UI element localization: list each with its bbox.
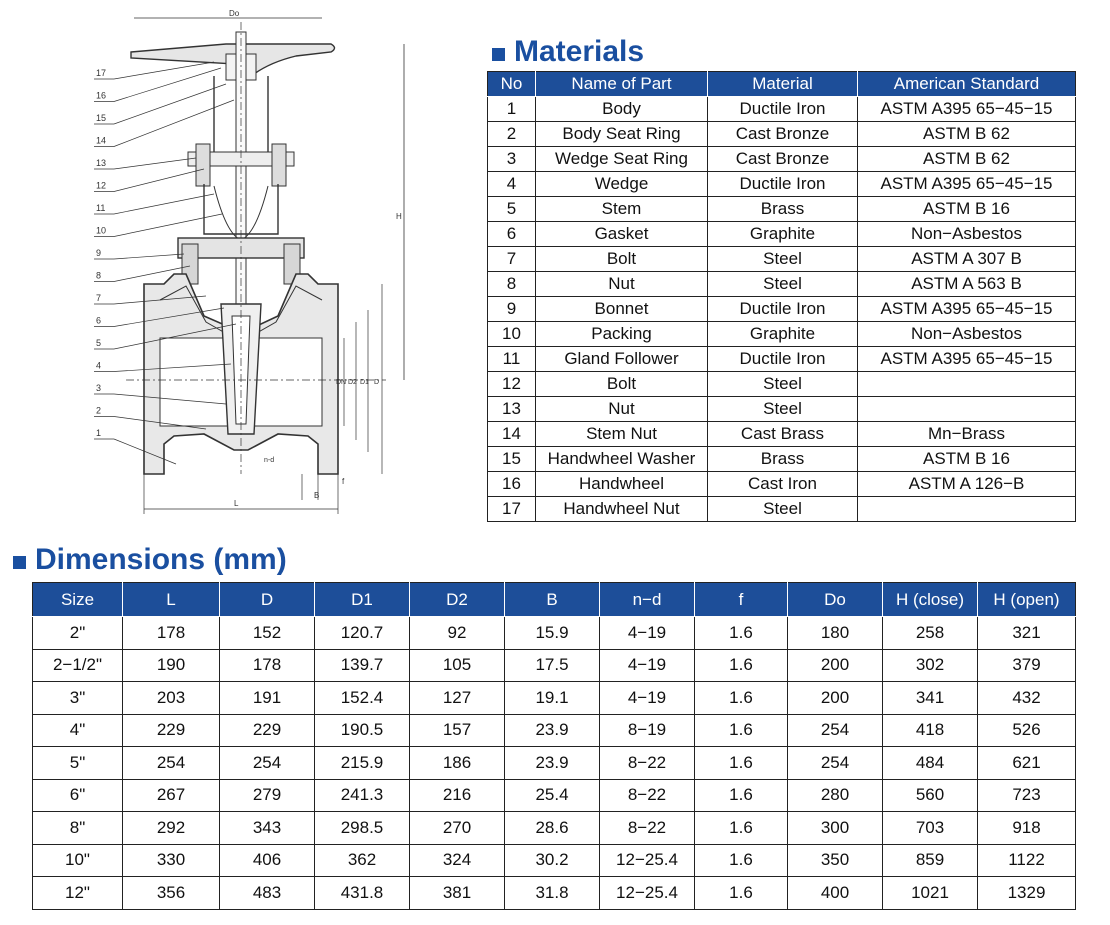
materials-cell: 1 [488, 97, 536, 122]
dimensions-cell: 127 [410, 682, 505, 715]
materials-cell: Nut [536, 272, 708, 297]
dimensions-cell: 381 [410, 877, 505, 910]
dimensions-cell: 280 [788, 779, 883, 812]
callout-leader-line [114, 254, 184, 259]
materials-cell: Stem Nut [536, 422, 708, 447]
materials-cell [858, 372, 1076, 397]
dimensions-cell: 418 [883, 714, 978, 747]
dimensions-cell: 180 [788, 617, 883, 650]
materials-column-header: No [488, 72, 536, 97]
dimensions-column-header: f [695, 583, 788, 617]
dimensions-cell: 1.6 [695, 747, 788, 780]
dimensions-cell: 216 [410, 779, 505, 812]
part-callout-number: 3 [96, 383, 102, 393]
materials-cell: ASTM A395 65−45−15 [858, 347, 1076, 372]
dimensions-cell: 2−1/2" [33, 649, 123, 682]
materials-table-row [488, 497, 1076, 522]
valve-drawing [86, 4, 426, 524]
dimensions-cell: 12−25.4 [600, 844, 695, 877]
materials-table-row [488, 197, 1076, 222]
dimensions-cell: 17.5 [505, 649, 600, 682]
materials-column-header: Name of Part [536, 72, 708, 97]
dim-label-h: H [396, 212, 402, 221]
dimensions-cell: 1122 [978, 844, 1076, 877]
dimensions-cell: 25.4 [505, 779, 600, 812]
dimensions-cell: 1.6 [695, 649, 788, 682]
dimensions-column-header: L [123, 583, 220, 617]
dimensions-column-header: D2 [410, 583, 505, 617]
dimensions-cell: 254 [220, 747, 315, 780]
materials-table-row [488, 322, 1076, 347]
part-callout-number: 13 [96, 158, 107, 168]
materials-cell: 10 [488, 322, 536, 347]
dimensions-cell: 1.6 [695, 812, 788, 845]
materials-cell: Bolt [536, 372, 708, 397]
heading-bullet-icon [13, 556, 26, 569]
callout-leader-line [114, 214, 222, 237]
dimensions-cell: 215.9 [315, 747, 410, 780]
dimensions-cell: 8−22 [600, 747, 695, 780]
dimensions-cell: 432 [978, 682, 1076, 715]
materials-table-row [488, 147, 1076, 172]
materials-table-row [488, 397, 1076, 422]
materials-cell: 3 [488, 147, 536, 172]
dimensions-cell: 23.9 [505, 714, 600, 747]
dimensions-cell: 379 [978, 649, 1076, 682]
materials-column-header: Material [708, 72, 858, 97]
dimensions-cell: 292 [123, 812, 220, 845]
dimensions-cell: 92 [410, 617, 505, 650]
materials-cell: Stem [536, 197, 708, 222]
materials-cell: Bolt [536, 247, 708, 272]
materials-cell: ASTM A 563 B [858, 272, 1076, 297]
materials-table-row [488, 447, 1076, 472]
dimensions-cell: 1.6 [695, 714, 788, 747]
dimensions-column-header: Do [788, 583, 883, 617]
materials-cell: ASTM B 16 [858, 447, 1076, 472]
materials-cell: Non−Asbestos [858, 222, 1076, 247]
materials-title: Materials [514, 35, 645, 68]
materials-cell: Cast Bronze [708, 122, 858, 147]
materials-cell: ASTM B 62 [858, 147, 1076, 172]
part-callout-number: 7 [96, 293, 102, 303]
part-callout-number: 1 [96, 428, 102, 438]
dimensions-cell: 1.6 [695, 779, 788, 812]
dimensions-cell: 19.1 [505, 682, 600, 715]
part-callout-number: 11 [96, 203, 106, 213]
materials-table-row [488, 372, 1076, 397]
materials-cell: Wedge Seat Ring [536, 147, 708, 172]
dimensions-cell: 30.2 [505, 844, 600, 877]
materials-cell: Cast Brass [708, 422, 858, 447]
dimensions-cell: 8−22 [600, 812, 695, 845]
callout-leader-line [114, 84, 226, 124]
materials-table-row [488, 422, 1076, 447]
dimensions-cell: 8" [33, 812, 123, 845]
dimensions-cell: 279 [220, 779, 315, 812]
dimensions-table-row [33, 714, 1076, 747]
part-callout-number: 5 [96, 338, 102, 348]
materials-cell: ASTM A395 65−45−15 [858, 97, 1076, 122]
dimensions-cell: 4−19 [600, 617, 695, 650]
materials-cell: Ductile Iron [708, 97, 858, 122]
dimensions-cell: 1021 [883, 877, 978, 910]
materials-cell: Packing [536, 322, 708, 347]
dimensions-cell: 254 [788, 714, 883, 747]
materials-cell: Gasket [536, 222, 708, 247]
dimensions-cell: 152.4 [315, 682, 410, 715]
dimensions-cell: 190.5 [315, 714, 410, 747]
materials-cell: Body [536, 97, 708, 122]
dimensions-cell: 200 [788, 682, 883, 715]
materials-cell: Ductile Iron [708, 297, 858, 322]
dimensions-cell: 178 [123, 617, 220, 650]
dimensions-cell: 406 [220, 844, 315, 877]
materials-cell: ASTM A 307 B [858, 247, 1076, 272]
dim-label-d2: D2 [348, 379, 357, 386]
dimensions-cell: 356 [123, 877, 220, 910]
materials-cell [858, 497, 1076, 522]
materials-cell: Mn−Brass [858, 422, 1076, 447]
materials-cell: ASTM B 62 [858, 122, 1076, 147]
dimensions-cell: 918 [978, 812, 1076, 845]
materials-cell: 2 [488, 122, 536, 147]
dimensions-column-header: n−d [600, 583, 695, 617]
dimensions-cell: 560 [883, 779, 978, 812]
materials-cell: Ductile Iron [708, 347, 858, 372]
dimensions-cell: 341 [883, 682, 978, 715]
dimensions-cell: 10" [33, 844, 123, 877]
dimensions-cell: 8−22 [600, 779, 695, 812]
materials-cell: Graphite [708, 322, 858, 347]
dimensions-cell: 23.9 [505, 747, 600, 780]
materials-cell: 16 [488, 472, 536, 497]
dimensions-cell: 8−19 [600, 714, 695, 747]
materials-cell: Gland Follower [536, 347, 708, 372]
dimensions-cell: 1329 [978, 877, 1076, 910]
dimensions-cell: 178 [220, 649, 315, 682]
dimensions-cell: 298.5 [315, 812, 410, 845]
dimensions-title: Dimensions (mm) [35, 543, 287, 576]
part-callout-number: 15 [96, 113, 107, 123]
dim-label-l: L [234, 499, 239, 508]
dim-label-d1: D1 [360, 379, 369, 386]
materials-cell: 13 [488, 397, 536, 422]
materials-table-row [488, 122, 1076, 147]
materials-cell: Brass [708, 447, 858, 472]
materials-cell: Steel [708, 247, 858, 272]
part-callout-number: 17 [96, 68, 107, 78]
dimensions-column-header: Size [33, 583, 123, 617]
dimensions-cell: 483 [220, 877, 315, 910]
materials-cell: Handwheel [536, 472, 708, 497]
materials-cell: Steel [708, 272, 858, 297]
dimensions-cell: 1.6 [695, 844, 788, 877]
materials-cell [858, 397, 1076, 422]
dimensions-cell: 229 [123, 714, 220, 747]
part-callout-number: 8 [96, 270, 102, 281]
materials-cell: ASTM A395 65−45−15 [858, 172, 1076, 197]
dimensions-cell: 270 [410, 812, 505, 845]
dimensions-cell: 321 [978, 617, 1076, 650]
materials-cell: Ductile Iron [708, 172, 858, 197]
materials-cell: 17 [488, 497, 536, 522]
materials-table-row [488, 97, 1076, 122]
dimensions-cell: 4−19 [600, 682, 695, 715]
materials-cell: 9 [488, 297, 536, 322]
dimensions-table-row [33, 812, 1076, 845]
dimensions-cell: 1.6 [695, 617, 788, 650]
dimensions-cell: 229 [220, 714, 315, 747]
dimensions-cell: 362 [315, 844, 410, 877]
callout-leader-line [114, 62, 214, 79]
materials-cell: 5 [488, 197, 536, 222]
dimensions-cell: 157 [410, 714, 505, 747]
dimensions-cell: 4−19 [600, 649, 695, 682]
dimensions-table-row [33, 617, 1076, 650]
dim-label-f: f [342, 477, 345, 486]
materials-table-row [488, 297, 1076, 322]
materials-table-row [488, 472, 1076, 497]
dim-label-do: Do [229, 9, 240, 18]
dimensions-cell: 254 [788, 747, 883, 780]
dimensions-cell: 5" [33, 747, 123, 780]
dimensions-cell: 186 [410, 747, 505, 780]
dimensions-cell: 200 [788, 649, 883, 682]
dimensions-cell: 254 [123, 747, 220, 780]
dimensions-cell: 330 [123, 844, 220, 877]
materials-cell: Bonnet [536, 297, 708, 322]
part-callout-number: 4 [96, 360, 102, 371]
dimensions-cell: 120.7 [315, 617, 410, 650]
materials-cell: ASTM B 16 [858, 197, 1076, 222]
dimensions-cell: 1.6 [695, 682, 788, 715]
materials-table-row [488, 347, 1076, 372]
materials-table [487, 71, 1076, 522]
dimensions-cell: 703 [883, 812, 978, 845]
heading-bullet-icon [492, 48, 505, 61]
materials-cell: 8 [488, 272, 536, 297]
dimensions-cell: 28.6 [505, 812, 600, 845]
dimensions-cell: 859 [883, 844, 978, 877]
dimensions-cell: 400 [788, 877, 883, 910]
dimensions-table-row [33, 747, 1076, 780]
dimensions-table-row [33, 682, 1076, 715]
callout-leader-line [114, 194, 214, 214]
materials-cell: Non−Asbestos [858, 322, 1076, 347]
dimensions-heading [13, 541, 287, 579]
dimensions-cell: 526 [978, 714, 1076, 747]
part-callout-number: 9 [96, 248, 102, 258]
materials-cell: 7 [488, 247, 536, 272]
dimensions-cell: 324 [410, 844, 505, 877]
dimensions-table-row [33, 877, 1076, 910]
dimensions-table-row [33, 649, 1076, 682]
materials-cell: ASTM A395 65−45−15 [858, 297, 1076, 322]
dimensions-table-row [33, 844, 1076, 877]
dim-label-nd: n-d [264, 457, 275, 464]
materials-cell: 12 [488, 372, 536, 397]
part-callout-number: 14 [96, 135, 107, 146]
dimensions-cell: 31.8 [505, 877, 600, 910]
materials-cell: Graphite [708, 222, 858, 247]
materials-column-header: American Standard [858, 72, 1076, 97]
dimensions-cell: 190 [123, 649, 220, 682]
dimensions-column-header: H (close) [883, 583, 978, 617]
materials-cell: Handwheel Washer [536, 447, 708, 472]
dimensions-cell: 241.3 [315, 779, 410, 812]
part-callout-number: 10 [96, 225, 107, 236]
materials-cell: 15 [488, 447, 536, 472]
callout-leader-line [114, 158, 196, 169]
materials-cell: 14 [488, 422, 536, 447]
dimensions-cell: 4" [33, 714, 123, 747]
dimensions-cell: 12−25.4 [600, 877, 695, 910]
dimensions-column-header: D1 [315, 583, 410, 617]
materials-table-row [488, 272, 1076, 297]
dim-label-b: B [314, 491, 320, 500]
materials-cell: Brass [708, 197, 858, 222]
part-callout-number: 2 [96, 405, 102, 416]
materials-cell: Nut [536, 397, 708, 422]
dimensions-cell: 2" [33, 617, 123, 650]
dimensions-cell: 484 [883, 747, 978, 780]
dimensions-cell: 203 [123, 682, 220, 715]
dimensions-cell: 258 [883, 617, 978, 650]
dimensions-cell: 105 [410, 649, 505, 682]
dimensions-column-header: H (open) [978, 583, 1076, 617]
dimensions-cell: 6" [33, 779, 123, 812]
dimensions-cell: 302 [883, 649, 978, 682]
materials-table-row [488, 247, 1076, 272]
materials-cell: Steel [708, 372, 858, 397]
dimensions-cell: 139.7 [315, 649, 410, 682]
part-callout-number: 6 [96, 315, 102, 326]
materials-cell: Steel [708, 397, 858, 422]
dimensions-cell: 621 [978, 747, 1076, 780]
dimensions-cell: 12" [33, 877, 123, 910]
materials-cell: Cast Bronze [708, 147, 858, 172]
callout-leader-line [114, 68, 221, 102]
dimensions-cell: 3" [33, 682, 123, 715]
materials-cell: Body Seat Ring [536, 122, 708, 147]
dimensions-cell: 267 [123, 779, 220, 812]
dimensions-cell: 343 [220, 812, 315, 845]
materials-heading [492, 33, 644, 71]
dimensions-cell: 300 [788, 812, 883, 845]
dimensions-column-header: B [505, 583, 600, 617]
dim-label-dn: DN [336, 379, 347, 386]
dimensions-table [32, 582, 1076, 910]
materials-table-row [488, 172, 1076, 197]
dimensions-cell: 1.6 [695, 877, 788, 910]
dimensions-cell: 723 [978, 779, 1076, 812]
materials-cell: Handwheel Nut [536, 497, 708, 522]
materials-cell: Wedge [536, 172, 708, 197]
dimensions-cell: 15.9 [505, 617, 600, 650]
dimensions-cell: 152 [220, 617, 315, 650]
materials-table-row [488, 222, 1076, 247]
dim-label-d: D [374, 379, 380, 386]
dimensions-cell: 350 [788, 844, 883, 877]
dimensions-cell: 431.8 [315, 877, 410, 910]
materials-cell: 6 [488, 222, 536, 247]
materials-cell: Steel [708, 497, 858, 522]
part-callout-number: 12 [96, 180, 107, 191]
materials-cell: 4 [488, 172, 536, 197]
materials-cell: 11 [488, 347, 536, 372]
dimensions-cell: 191 [220, 682, 315, 715]
callout-leader-line [114, 100, 234, 147]
dimensions-table-row [33, 779, 1076, 812]
materials-cell: Cast Iron [708, 472, 858, 497]
part-callout-number: 16 [96, 90, 107, 101]
callout-leader-line [114, 169, 204, 192]
materials-cell: ASTM A 126−B [858, 472, 1076, 497]
dimensions-column-header: D [220, 583, 315, 617]
